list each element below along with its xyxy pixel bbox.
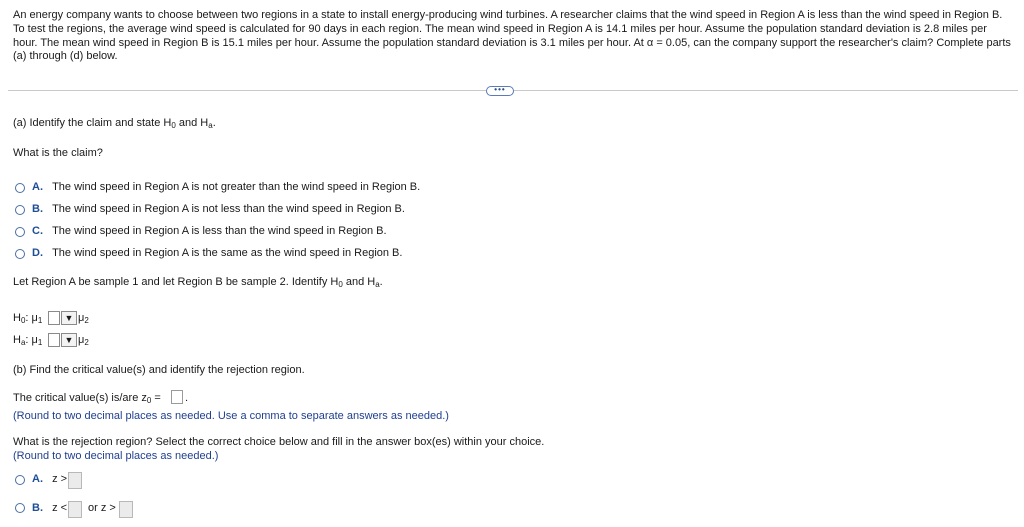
h0-h: H [13, 312, 21, 324]
option-d-radio[interactable] [15, 249, 25, 259]
rejection-region-hint: (Round to two decimal places as needed.) [13, 450, 219, 462]
expand-more-button[interactable]: ••• [486, 86, 514, 96]
ha-label: $H_a$: $\mu_1$ [13, 334, 43, 347]
h0-mu2-sub: 2 [84, 316, 89, 325]
period-text: . [212, 117, 216, 129]
critical-prefix: The critical value(s) is/are z [13, 392, 147, 404]
option-d[interactable] [32, 247, 402, 259]
ha-mu1: μ [31, 334, 38, 346]
identify-period: . [379, 276, 383, 288]
identify-hypotheses-text [13, 276, 383, 288]
part-a-heading-text: (a) Identify the claim and state H [13, 117, 172, 129]
choice-b-input-lower[interactable] [68, 501, 82, 518]
identify-and: and H [342, 276, 376, 288]
choice-b-radio[interactable] [15, 503, 25, 513]
problem-statement: An energy company wants to choose between two regions in a state to install energy-producing wind turbines. A researcher claims that the wind speed in Region A is less than the wind speed in Region B. To test the regions, the average wind speed is calculated for 90 days in each region. The mean wind speed in Region A is 14.1 miles per hour. Assume the population standard deviation is 2.8 miles per hour. The mean wind speed in Region B is 15.1 miles per hour. Assume the population standard deviation is 3.1 miles per hour. At α = 0.05, can the company support the researcher's claim? Complete parts (a) through (d) below. [13, 9, 1011, 63]
identify-prefix: Let Region A be sample 1 and let Region B be sample 2. Identify H [13, 276, 339, 288]
claim-question: What is the claim? [13, 147, 103, 159]
choice-a-input[interactable] [68, 472, 82, 489]
ha-subscript: a [208, 121, 213, 130]
h0-mu2-symbol: μ [78, 312, 85, 324]
choice-b-input-upper[interactable] [119, 501, 133, 518]
choice-b-letter: B. [32, 502, 43, 514]
critical-value-hint: (Round to two decimal places as needed. Use a comma to separate answers as needed.) [13, 410, 449, 422]
identify-h0-sub: 0 [338, 280, 343, 289]
option-b[interactable] [32, 203, 405, 215]
ha-operator-dropdown[interactable]: ▼ [61, 333, 77, 347]
ha-h: H [13, 334, 21, 346]
h0-operator-dropdown[interactable]: ▼ [61, 311, 77, 325]
choice-b-text1: z < [52, 502, 68, 514]
option-c-letter: C. [32, 225, 43, 237]
critical-value-input[interactable] [171, 390, 183, 404]
ha-mu2-sub: 2 [84, 338, 89, 347]
critical-value-text [13, 392, 161, 404]
choice-a[interactable] [32, 473, 67, 485]
critical-period: . [185, 392, 189, 404]
choice-a-text: z > [52, 473, 68, 485]
identify-ha-sub: a [375, 280, 380, 289]
option-a-text: The wind speed in Region A is not greater than the wind speed in Region B. [52, 181, 421, 193]
ha-sub: a [20, 338, 26, 347]
option-b-text: The wind speed in Region A is not less than the wind speed in Region B. [52, 203, 405, 215]
h0-subscript: 0 [171, 121, 176, 130]
choice-b-text2: or z > [88, 502, 116, 514]
h0-operator-box [48, 311, 60, 325]
option-a-radio[interactable] [15, 183, 25, 193]
option-d-text: The wind speed in Region A is the same as the wind speed in Region B. [52, 247, 403, 259]
ha-operator-box [48, 333, 60, 347]
option-b-radio[interactable] [15, 205, 25, 215]
h0-mu2 [78, 312, 89, 324]
ha-mu1-sub: 1 [37, 338, 43, 347]
ha-mu2-symbol: μ [78, 334, 85, 346]
and-text: and H [175, 117, 209, 129]
option-a-letter: A. [32, 181, 43, 193]
option-d-letter: D. [32, 247, 43, 259]
ha-mu2 [78, 334, 89, 346]
option-c-text: The wind speed in Region A is less than the wind speed in Region B. [52, 225, 387, 237]
choice-b[interactable] [32, 502, 67, 514]
critical-sub: 0 [146, 396, 152, 405]
part-a-heading [13, 117, 216, 129]
option-c[interactable] [32, 225, 387, 237]
h0-label: $H_0$: $\mu_1$ [13, 312, 43, 325]
option-b-letter: B. [32, 203, 43, 215]
choice-a-radio[interactable] [15, 475, 25, 485]
h0-mu1-sub: 1 [37, 316, 43, 325]
option-c-radio[interactable] [15, 227, 25, 237]
option-a[interactable] [32, 181, 420, 193]
choice-a-letter: A. [32, 473, 43, 485]
rejection-region-question: What is the rejection region? Select the correct choice below and fill in the answer box(es) within your choice. [13, 436, 545, 448]
h0-sub: 0 [20, 316, 26, 325]
part-b-heading: (b) Find the critical value(s) and identify the rejection region. [13, 364, 305, 376]
critical-eq: = [151, 392, 161, 404]
h0-mu1: μ [31, 312, 38, 324]
